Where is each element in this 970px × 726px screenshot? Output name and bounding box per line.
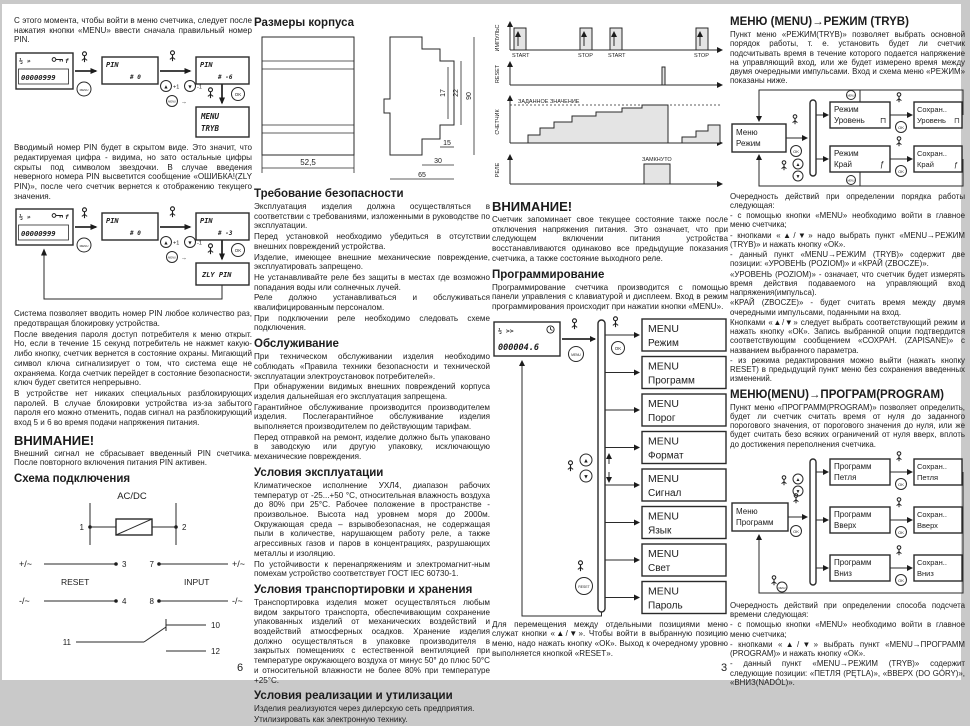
menu-item-yazyk <box>642 506 726 538</box>
ok-button <box>896 165 907 176</box>
rezhim-uroven-box <box>830 102 890 128</box>
column-specs <box>254 12 490 726</box>
terminal-3: 3 <box>122 560 127 570</box>
safety-paragraph: Эксплуатация изделия должна осуществляться в соответствии с требованиями, изложенными в руководстве по эксплуатации. <box>254 202 490 231</box>
dim-90: 90 <box>466 92 473 100</box>
disposal-paragraph: Изделия реализуются через дилерскую сеть предприятия. <box>254 704 475 714</box>
tryb-step: Очередность действий при определении порядка работы следующая: <box>730 191 965 210</box>
dim-15: 15 <box>443 140 451 147</box>
main-menu-flow-diagram <box>492 314 728 618</box>
svg-text:PIN: PIN <box>106 217 119 226</box>
svg-text:▼: ▼ <box>187 84 193 91</box>
save-uroven-box <box>914 102 962 128</box>
svg-text:Формат: Формат <box>648 450 684 462</box>
svg-text:+1: +1 <box>173 240 180 247</box>
svg-text:MENU: MENU <box>648 322 679 335</box>
timing-diagram <box>492 12 728 194</box>
svg-text:OK: OK <box>898 481 904 487</box>
warning-paragraph: Внешний сигнал не сбрасывает введенный PIN счетчика. После повторного включения питания PIN активен. <box>14 448 252 468</box>
ok-button <box>232 88 245 101</box>
menu-button <box>167 252 178 263</box>
tryb-step: «УРОВЕНЬ (POZIOM)» - означает, что счетчик будет измерять время действия подаваемого на управляющий вход напряжения(импульса). <box>730 269 965 297</box>
svg-text:Сохран..: Сохран.. <box>917 461 947 471</box>
svg-text:MENU: MENU <box>648 547 679 560</box>
input-plus-label: +/~ <box>232 559 246 570</box>
up-button <box>580 454 592 466</box>
edge-symbol: ƒ <box>954 159 959 169</box>
svg-text:▼: ▼ <box>583 474 589 481</box>
press-finger-icon <box>208 88 213 98</box>
edge-symbol: ƒ <box>880 159 885 169</box>
impulse-pulses <box>512 28 709 59</box>
pulse-label: START <box>512 53 530 59</box>
next-digit-arrow: → <box>181 99 187 106</box>
svg-text:▼: ▼ <box>187 240 193 247</box>
menu-rail <box>810 459 816 585</box>
menu-item-programm <box>642 356 726 388</box>
lcd-current-value <box>16 209 73 245</box>
press-finger-icon <box>793 114 798 124</box>
svg-text:▲: ▲ <box>163 84 169 91</box>
save-petlya-box <box>914 459 962 485</box>
svg-text:▲: ▲ <box>795 161 801 168</box>
program-step: - кнопками «▲/▼» выбрать пункт «MENU→ПРОГРАММ (PROGRAM)» и нажать кнопку «ОК». <box>730 639 965 658</box>
warning-paragraph: Счетчик запоминает свое текущее состояние также после отключения напряжения питания. Это означает, что при следующем включении питания устройства восстанавливаются одинаково все предыдущие показания счетчика, а также состояние выходного реле. <box>492 215 728 263</box>
minus-one-label: -1 <box>197 84 202 91</box>
input-minus-label: -/~ <box>232 596 243 607</box>
menu-item-porog <box>642 394 726 426</box>
svg-text:MENU: MENU <box>168 256 176 260</box>
svg-text:# -6: # -6 <box>218 74 233 82</box>
svg-text:MENU: MENU <box>168 100 176 104</box>
warning-heading: ВНИМАНИЕ! <box>492 199 573 214</box>
pin-retry-paragraph: Система позволяет вводить номер PIN любое количество раз, предотвращая блокировку устройства. <box>14 309 252 329</box>
svg-text:Петля: Петля <box>917 472 939 482</box>
svg-text:Сохран..: Сохран.. <box>917 148 947 158</box>
svg-text:PIN: PIN <box>200 61 213 70</box>
case-dimensions-drawing <box>254 31 490 183</box>
program-flow-diagram <box>730 451 965 599</box>
programm-vniz-box <box>830 555 890 581</box>
input-label: INPUT <box>184 577 210 588</box>
pulse-label: START <box>608 53 626 59</box>
axis-label-reset: RESET <box>495 64 501 84</box>
key-flag-text: f <box>65 58 69 66</box>
pin-intro-paragraph: С этого момента, чтобы войти в меню счетчика, следует после нажатия кнопки «MENU» ввести сначала правильный номер PIN. <box>14 16 252 45</box>
programming-heading: Программирование <box>492 268 605 281</box>
svg-text:MENU: MENU <box>79 244 89 249</box>
safety-paragraph: Перед установкой необходимо убедиться в отсутствии внешних повреждений устройства. <box>254 232 490 251</box>
counter-staircase <box>528 105 668 143</box>
svg-text:Вверх: Вверх <box>917 520 938 530</box>
svg-text:Режим: Режим <box>834 148 859 158</box>
svg-text:MENU: MENU <box>79 87 89 92</box>
svg-text:TRYB: TRYB <box>201 124 220 134</box>
press-finger-icon <box>208 244 213 254</box>
svg-text:RESET: RESET <box>578 584 590 589</box>
pulse-label: STOP <box>578 53 593 59</box>
safety-paragraph: Изделие, имеющее внешние механические повреждение, эксплуатировать запрещено. <box>254 252 490 272</box>
svg-text:f: f <box>65 214 69 222</box>
programm-petlya-box <box>830 459 890 485</box>
lcd-wrong-pin <box>196 213 249 240</box>
svg-text:Вниз: Вниз <box>834 568 852 578</box>
pin-entry-flow-diagram-1 <box>14 47 252 141</box>
svg-text:Программ: Программ <box>834 557 872 567</box>
lcd-zly-pin <box>196 263 249 285</box>
svg-text:-1: -1 <box>197 240 202 247</box>
lcd-current-value <box>16 53 73 89</box>
column-pin-instructions <box>14 16 252 659</box>
svg-text:Вниз: Вниз <box>917 568 934 578</box>
lcd-digits: 00000999 <box>21 73 56 83</box>
svg-text:# 0: # 0 <box>130 74 141 82</box>
safety-heading: Требование безопасности <box>254 188 404 200</box>
press-finger-icon <box>578 560 583 570</box>
safety-paragraph: При подключении реле необходимо следовать схеме подключения. <box>254 313 490 333</box>
press-finger-icon <box>897 545 902 555</box>
service-paragraph: При техническом обслуживании изделия необходимо соблюдать «Правила техники безопасности и технической эксплуатации электроустановок потребителей». <box>254 352 490 381</box>
counter-staircase-after-reset <box>682 125 720 143</box>
svg-text:OK: OK <box>898 168 904 174</box>
up-button <box>161 81 172 92</box>
pin-timeout-paragraph: После введения пароля доступ потребителя к меню открыт. Но, если в течение 15 секунд потребитель не нажмет какую-либо кнопку, счетчик вернется в состояние охраны. Мигающий символ ключа сигнализирует о том, что система еще не охраняема. Когда счетчик перейдет в состояние безопасности, ключ будет светится непрерывно. <box>14 329 252 388</box>
front-view <box>262 37 354 173</box>
ok-button <box>791 525 802 536</box>
service-paragraph: Гарантийное обслуживание производится производителем изделия. Послегарантийное обслуживание изделия выполняется производителем по действующим тарифам. <box>254 402 490 432</box>
reset-button <box>576 577 593 594</box>
svg-text:PIN: PIN <box>200 217 213 226</box>
operating-paragraph: По устойчивости к перенапряжениям и электромагнит-ным помехам устройство соответствует ГОСТ IEC 60730-1. <box>254 559 490 579</box>
svg-text:MENU: MENU <box>648 360 679 373</box>
lcd-mode-text: ½ » <box>19 57 31 66</box>
press-finger-icon <box>170 51 175 61</box>
svg-text:Программ: Программ <box>834 461 872 471</box>
svg-text:▲: ▲ <box>163 240 169 247</box>
program-step: - данный пункт «MENU→РЕЖИМ (TRYB)» содержит следующие позиции: «ПЕТЛЯ (PĘTLA)», «ВВЕРХ (DO GÓRY)», «ВНИЗ(NADÓL)». <box>730 659 965 687</box>
menu-rail <box>598 320 605 612</box>
acdc-label: AC/DC <box>117 491 147 503</box>
svg-text:Уровень: Уровень <box>834 115 865 125</box>
svg-text:# -3: # -3 <box>218 230 233 238</box>
svg-text:OK: OK <box>898 577 904 583</box>
terminal-2: 2 <box>182 523 187 533</box>
svg-text:MENU: MENU <box>648 472 679 485</box>
press-finger-icon <box>613 316 618 326</box>
tryb-step: - с помощью кнопки «MENU» необходимо войти в главное меню счетчика; <box>730 211 965 230</box>
svg-text:Режим: Режим <box>648 337 679 349</box>
menu-item-parol <box>642 581 726 613</box>
down-button <box>580 470 592 482</box>
service-paragraph: Перед отправкой на ремонт, изделие должно быть упаковано в заводскую или другую упаковку, исключающую механические повреждения. <box>254 432 490 462</box>
reset-label: RESET <box>61 577 90 588</box>
svg-text:MENU: MENU <box>648 585 679 598</box>
operating-conditions-heading: Условия эксплуатации <box>254 466 384 479</box>
up-button <box>793 159 803 169</box>
programm-vverh-box <box>830 507 890 533</box>
tryb-step: - кнопками «▲/▼» надо выбрать пункт «MENU→РЕЖИМ (TRYB)» и нажать кнопку «ОК». <box>730 230 965 249</box>
svg-text:Пароль: Пароль <box>648 600 683 612</box>
svg-text:OK: OK <box>234 248 242 254</box>
svg-text:MENU: MENU <box>648 397 679 410</box>
pin-hidden-paragraph: Вводимый номер PIN будет в скрытом виде. Это значит, что редактируемая цифра - видима, но зато остальные цифры скрыты под символом звездочки. В случае введения неверного номера PIN высветится сообщение «ОШИБКА!(ZLY PIN)», после чего счетчик вернется к отображению текущего значения. <box>14 143 252 201</box>
dimensions-heading: Размеры корпуса <box>254 17 355 29</box>
tryb-step: - из режима редактирования можно выйти (нажать кнопку RESET) в предыдущий пункт меню без сохранения введенных изменений. <box>730 355 965 384</box>
press-finger-icon <box>82 52 87 62</box>
svg-text:Язык: Язык <box>648 525 672 537</box>
program-step: Очередность действий при определении способа подсчета времени следующая: <box>730 600 965 619</box>
svg-text:000004.6: 000004.6 <box>498 342 539 353</box>
svg-text:Режим: Режим <box>834 104 859 114</box>
svg-text:Край: Край <box>834 159 853 169</box>
program-step: - с помощью кнопки «MENU» необходимо войти в главное меню счетчика; <box>730 620 965 639</box>
terminal-10: 10 <box>211 621 220 631</box>
svg-text:MENU: MENU <box>847 94 855 98</box>
ok-button <box>896 478 907 489</box>
up-button <box>793 474 803 484</box>
svg-text:MENU: MENU <box>847 179 855 183</box>
menu-button <box>167 96 178 107</box>
setpoint-label: ЗАДАННОЕ ЗНАЧЕНИЕ <box>518 99 580 105</box>
svg-text:OK: OK <box>234 92 242 98</box>
svg-text:Порог: Порог <box>648 412 676 424</box>
plus-one-label: +1 <box>173 84 180 91</box>
side-view <box>384 37 474 179</box>
svg-text:Меню: Меню <box>736 127 758 137</box>
svg-text:▼: ▼ <box>795 173 801 180</box>
axis-label-impulse: ИМПУЛЬС <box>495 24 501 52</box>
up-button <box>161 237 172 248</box>
axis-label-relay: РЕЛЕ <box>495 162 501 178</box>
svg-text:OK: OK <box>898 529 904 535</box>
column-menu-sections <box>730 16 965 688</box>
terminal-1: 1 <box>79 523 84 533</box>
svg-text:Сигнал: Сигнал <box>648 487 682 499</box>
menu-button <box>569 346 584 361</box>
svg-text:▲: ▲ <box>583 458 589 465</box>
level-symbol: ⊓ <box>880 115 887 125</box>
menu-item-signal <box>642 469 726 501</box>
svg-text:MENU: MENU <box>648 510 679 523</box>
menu-rail <box>810 100 816 176</box>
dim-width: 52,5 <box>300 158 316 167</box>
disposal-paragraph: Утилизировать как электронную технику. <box>254 714 408 724</box>
terminal-4: 4 <box>122 597 127 607</box>
reset-plus-label: +/~ <box>19 559 33 570</box>
rezhim-kray-box <box>830 146 890 172</box>
svg-text:Край: Край <box>917 159 934 169</box>
svg-text:Уровень: Уровень <box>917 115 946 125</box>
reset-spike <box>662 67 665 85</box>
menu-item-format <box>642 431 726 463</box>
press-finger-icon <box>772 575 777 585</box>
menu-programm-box <box>732 503 788 531</box>
ok-button <box>896 121 907 132</box>
menu-navigation-paragraph: Для перемещения между отдельными позициями меню служат кнопки «▲/▼». Чтобы войти в выбранную позицию меню, надо нажать кнопку «ОК». Выход к очередному уровню выполняется кнопкой «RESET». <box>492 619 728 658</box>
programming-paragraph: Программирование счетчика производится с помощью панели управления с клавиатурой и дисплеем. Вход в режим программирования происходит при нажатии кнопки «MENU». <box>492 282 728 311</box>
terminal-8: 8 <box>149 597 154 607</box>
closed-label: ЗАМКНУТО <box>642 157 672 163</box>
lcd-pin-entered <box>196 57 249 84</box>
reset-minus-label: -/~ <box>19 596 30 607</box>
svg-text:MENU: MENU <box>201 112 220 122</box>
menu-tryb-heading: МЕНЮ (MENU)→РЕЖИМ (TRYB) <box>730 16 909 28</box>
ok-button <box>232 244 245 257</box>
svg-text:Режим: Режим <box>736 138 761 148</box>
return-flow-line <box>522 361 602 616</box>
transport-paragraph: Транспортировка изделия может осуществляться любым видом закрытого транспорта, обеспечивающим сохранение упакованных изделий от механических воздействий и воздействий атмосферных осадков. Хранение изделия должно осуществляться в упаковке производителя в закрытых помещениях с естественной вентиляцией при температуре окружающего воздуха от минус 50° до плюс 50°С и относительной влажности не более 80% при температуре +25°С. <box>254 597 490 685</box>
menu-rezhim-box <box>732 124 786 152</box>
lcd-pin-zero <box>102 213 158 240</box>
ok-button <box>896 574 907 585</box>
level-symbol: ⊓ <box>954 115 960 125</box>
press-finger-icon <box>897 92 902 102</box>
relay-contact-symbol <box>63 619 221 656</box>
transport-heading: Условия транспортировки и хранения <box>254 583 473 596</box>
terminal-11: 11 <box>62 638 71 648</box>
menu-button <box>77 238 91 252</box>
svg-text:MENU: MENU <box>778 586 786 590</box>
service-paragraph: При обнаружении видимых внешних повреждений корпуса изделия дальнейшая его эксплуатация запрещена. <box>254 382 490 401</box>
svg-text:ZLY PIN: ZLY PIN <box>202 271 232 280</box>
svg-text:00000999: 00000999 <box>21 229 56 239</box>
svg-text:½ »: ½ » <box>19 213 31 222</box>
pulse-label: STOP <box>694 53 709 59</box>
svg-text:Программ: Программ <box>648 375 695 387</box>
ok-button <box>791 145 802 156</box>
safety-paragraph: Не устанавливайте реле без защиты в местах где возможно попадания воды или солнечных лучей. <box>254 272 490 292</box>
svg-text:OK: OK <box>614 345 622 351</box>
terminal-12: 12 <box>211 647 220 657</box>
down-button <box>793 171 803 181</box>
svg-text:Сохран..: Сохран.. <box>917 509 947 519</box>
down-button <box>185 237 196 248</box>
svg-text:# 0: # 0 <box>130 230 141 238</box>
save-vniz-box <box>914 555 962 581</box>
column-programming <box>492 10 728 659</box>
axis-label-counter: СЧЕТЧИК <box>495 109 501 135</box>
menu-button <box>77 82 91 96</box>
service-heading: Обслуживание <box>254 338 339 351</box>
press-finger-icon <box>782 160 787 170</box>
press-finger-icon <box>572 318 577 328</box>
pin-unlock-paragraph: В устройстве нет никаких специальных разблокирующих паролей. В случае блокировки устройства из-за забытого пароля его можно отменить, подав сигнал на разблокирующий вход 5 и 6 во время подачи напряжения питания. <box>14 388 252 428</box>
relay-closed-pulse <box>644 164 670 184</box>
svg-text:▼: ▼ <box>795 488 801 495</box>
press-finger-icon <box>897 451 902 461</box>
menu-button <box>847 175 856 184</box>
svg-text:Программ: Программ <box>736 517 774 527</box>
svg-text:Сохран..: Сохран.. <box>917 557 947 567</box>
menu-button <box>777 582 787 592</box>
svg-text:OK: OK <box>898 124 904 130</box>
menu-program-paragraph: Пункт меню «ПРОГРАММ(PROGRAM)» позволяет определить, будет ли счетчик считать время от нуля до заданного порогового значения, от порогового значения до нуля, или же будет считать безо всяких ограничений от нуля вверх, вплоть до достижения переполнения счетчика. <box>730 402 965 449</box>
safety-paragraph: Реле должно устанавливаться и обслуживаться квалифицированным персоналом. <box>254 293 490 313</box>
dim-17: 17 <box>440 89 447 97</box>
press-finger-icon <box>568 460 573 470</box>
tryb-step: «КРАЙ (ZBOCZE)» - будет считать время между двумя очередными импульсами, поданными на вход. <box>730 298 965 317</box>
page-number-left: 6 <box>237 662 244 674</box>
lcd-menu-tryb <box>196 107 249 137</box>
svg-text:→: → <box>181 255 187 262</box>
tryb-step: Кнопками «▲/▼» следует выбрать соответствующий режим и нажать кнопку «ОК». Запись выбранной опции подтвердится соответствующим сообщением «СОХРАН. (ZAPISANE)» с названием выбранного параметра. <box>730 317 965 355</box>
operating-paragraph: Климатическое исполнение УХЛ4, диапазон рабочих температур от -25...+50 °С, относительная влажность воздуха до 80% при 25°С. Рабочее положение в пространстве - произвольное. Высота над уровнем моря до 2000м. Окружающая среда – взрывобезопасная, не содержащая пыли в количестве, нарушающем работу реле, а также агрессивных газов и паров в концентрациях, разрушающих металлы и изоляцию. <box>254 480 490 558</box>
svg-text:MENU: MENU <box>571 352 581 357</box>
press-finger-icon <box>82 208 87 218</box>
svg-text:Меню: Меню <box>736 506 758 516</box>
svg-text:Программ: Программ <box>834 509 872 519</box>
dim-30: 30 <box>434 158 442 165</box>
tryb-step: - данный пункт «MENU→РЕЖИМ (TRYB)» содержит две позиции: «УРОВЕНЬ (POZIOM)» и «КРАЙ (ZBOCZE)». <box>730 250 965 269</box>
svg-text:▲: ▲ <box>795 476 801 483</box>
save-kray-box <box>914 146 962 172</box>
dim-65: 65 <box>418 172 426 179</box>
svg-text:PIN: PIN <box>106 61 119 70</box>
menu-button <box>847 90 856 99</box>
menu-item-rezhim <box>642 319 726 351</box>
disposal-heading: Условия реализации и утилизации <box>254 690 453 703</box>
svg-text:MENU: MENU <box>648 435 679 448</box>
menu-program-heading: МЕНЮ(MENU)→ПРОГРАМ(PROGRAM) <box>730 388 944 401</box>
wiring-heading: Схема подключения <box>14 473 131 486</box>
svg-text:Петля: Петля <box>834 472 857 482</box>
lcd-pin-zero <box>102 57 158 84</box>
svg-text:Сохран..: Сохран.. <box>917 104 947 114</box>
warning-heading: ВНИМАНИЕ! <box>14 432 95 448</box>
manual-page-spread <box>2 4 965 724</box>
press-finger-icon <box>782 475 787 485</box>
dim-22: 22 <box>453 89 460 97</box>
ok-button <box>612 341 625 354</box>
down-button <box>185 81 196 92</box>
svg-text:½ >>: ½ >> <box>498 326 514 335</box>
press-finger-icon <box>170 207 175 217</box>
press-finger-icon <box>897 497 902 507</box>
ok-button <box>896 526 907 537</box>
svg-text:OK: OK <box>793 528 799 534</box>
svg-text:OK: OK <box>793 148 799 154</box>
svg-text:Свет: Свет <box>648 562 671 574</box>
wiring-diagram <box>14 487 252 657</box>
tryb-flow-diagram <box>730 88 965 190</box>
terminal-7: 7 <box>149 560 154 570</box>
pin-entry-flow-diagram-2 <box>14 203 252 307</box>
menu-tryb-paragraph: Пункт меню «РЕЖИМ(TRYB)» позволяет выбрать основной порядок работы, т. е. установить будет ли счетчик подсчитывать время в течение которого подается напряжение на управляющий вход, или же будет измерено время между двумя очередными импульсами. Вход и схема меню «РЕЖИМ» показаны ниже. <box>730 30 965 86</box>
svg-text:Вверх: Вверх <box>834 520 857 530</box>
lcd-display <box>494 322 560 356</box>
page-number-right: 3 <box>721 662 728 674</box>
down-button <box>793 486 803 496</box>
menu-item-svet <box>642 544 726 576</box>
press-finger-icon <box>897 136 902 146</box>
save-vverh-box <box>914 507 962 533</box>
